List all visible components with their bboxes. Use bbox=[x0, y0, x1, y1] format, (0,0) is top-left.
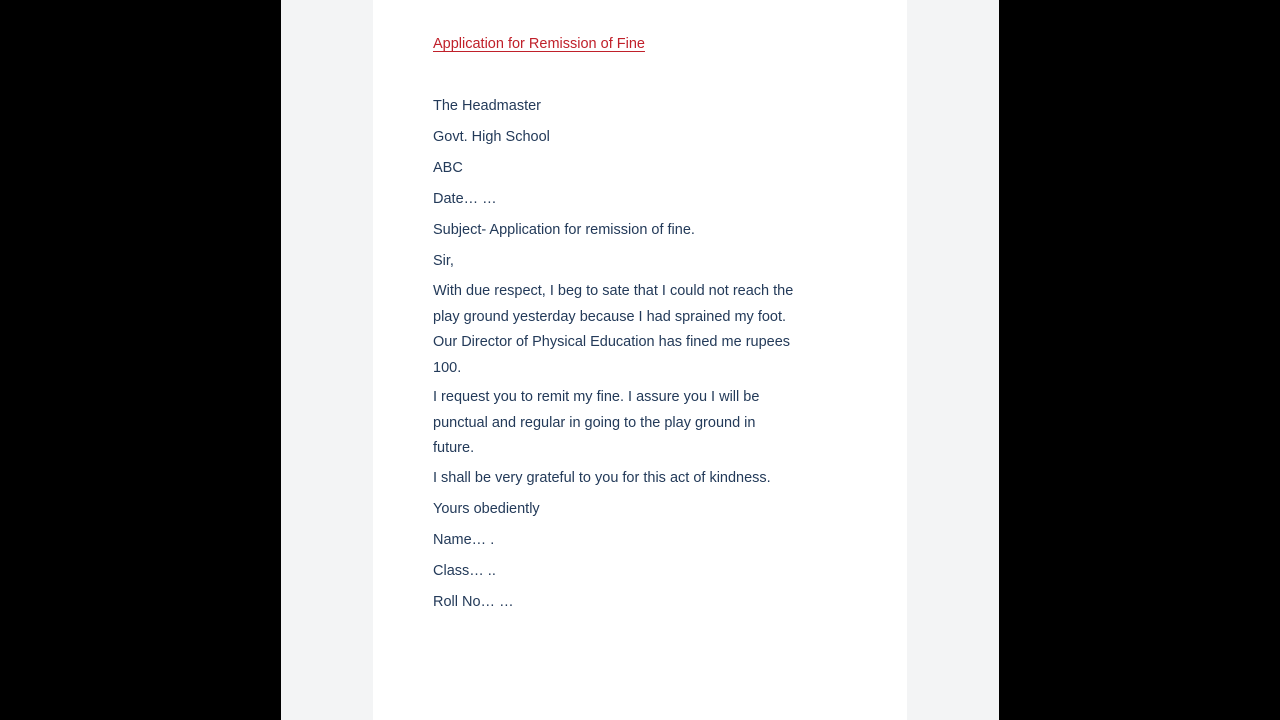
body-paragraph-3: I shall be very grateful to you for this act of kindness. bbox=[433, 469, 771, 486]
paragraph-2-line: punctual and regular in going to the play ground in bbox=[433, 414, 756, 431]
class-line: Class… .. bbox=[433, 562, 496, 579]
document-page bbox=[373, 0, 907, 720]
letter-title: Application for Remission of Fine bbox=[433, 36, 645, 52]
paragraph-2-line: I request you to remit my fine. I assure you I will be bbox=[433, 389, 760, 405]
paragraph-1-line: Our Director of Physical Education has fined me rupees bbox=[433, 334, 791, 350]
recipient-line-2: Govt. High School bbox=[433, 129, 550, 145]
date-line: Date… … bbox=[433, 191, 497, 207]
recipient-line-3: ABC bbox=[433, 160, 463, 176]
paragraph-1-line: play ground yesterday because I had sprained my foot. bbox=[433, 308, 787, 325]
body-paragraph-1 bbox=[433, 279, 853, 381]
subject-line: Subject- Application for remission of fine. bbox=[433, 222, 695, 238]
name-line: Name… . bbox=[433, 531, 495, 548]
letter-content bbox=[433, 34, 853, 612]
closing-line: Yours obediently bbox=[433, 500, 540, 517]
paragraph-1-line: With due respect, I beg to sate that I could not reach the bbox=[433, 283, 794, 299]
paragraph-1-line: 100. bbox=[433, 359, 462, 376]
body-paragraph-2 bbox=[433, 385, 853, 462]
recipient-line-1: The Headmaster bbox=[433, 98, 541, 114]
salutation: Sir, bbox=[433, 253, 454, 269]
document-frame bbox=[281, 0, 999, 720]
roll-number-line: Roll No… … bbox=[433, 593, 514, 610]
paragraph-2-line: future. bbox=[433, 440, 475, 456]
